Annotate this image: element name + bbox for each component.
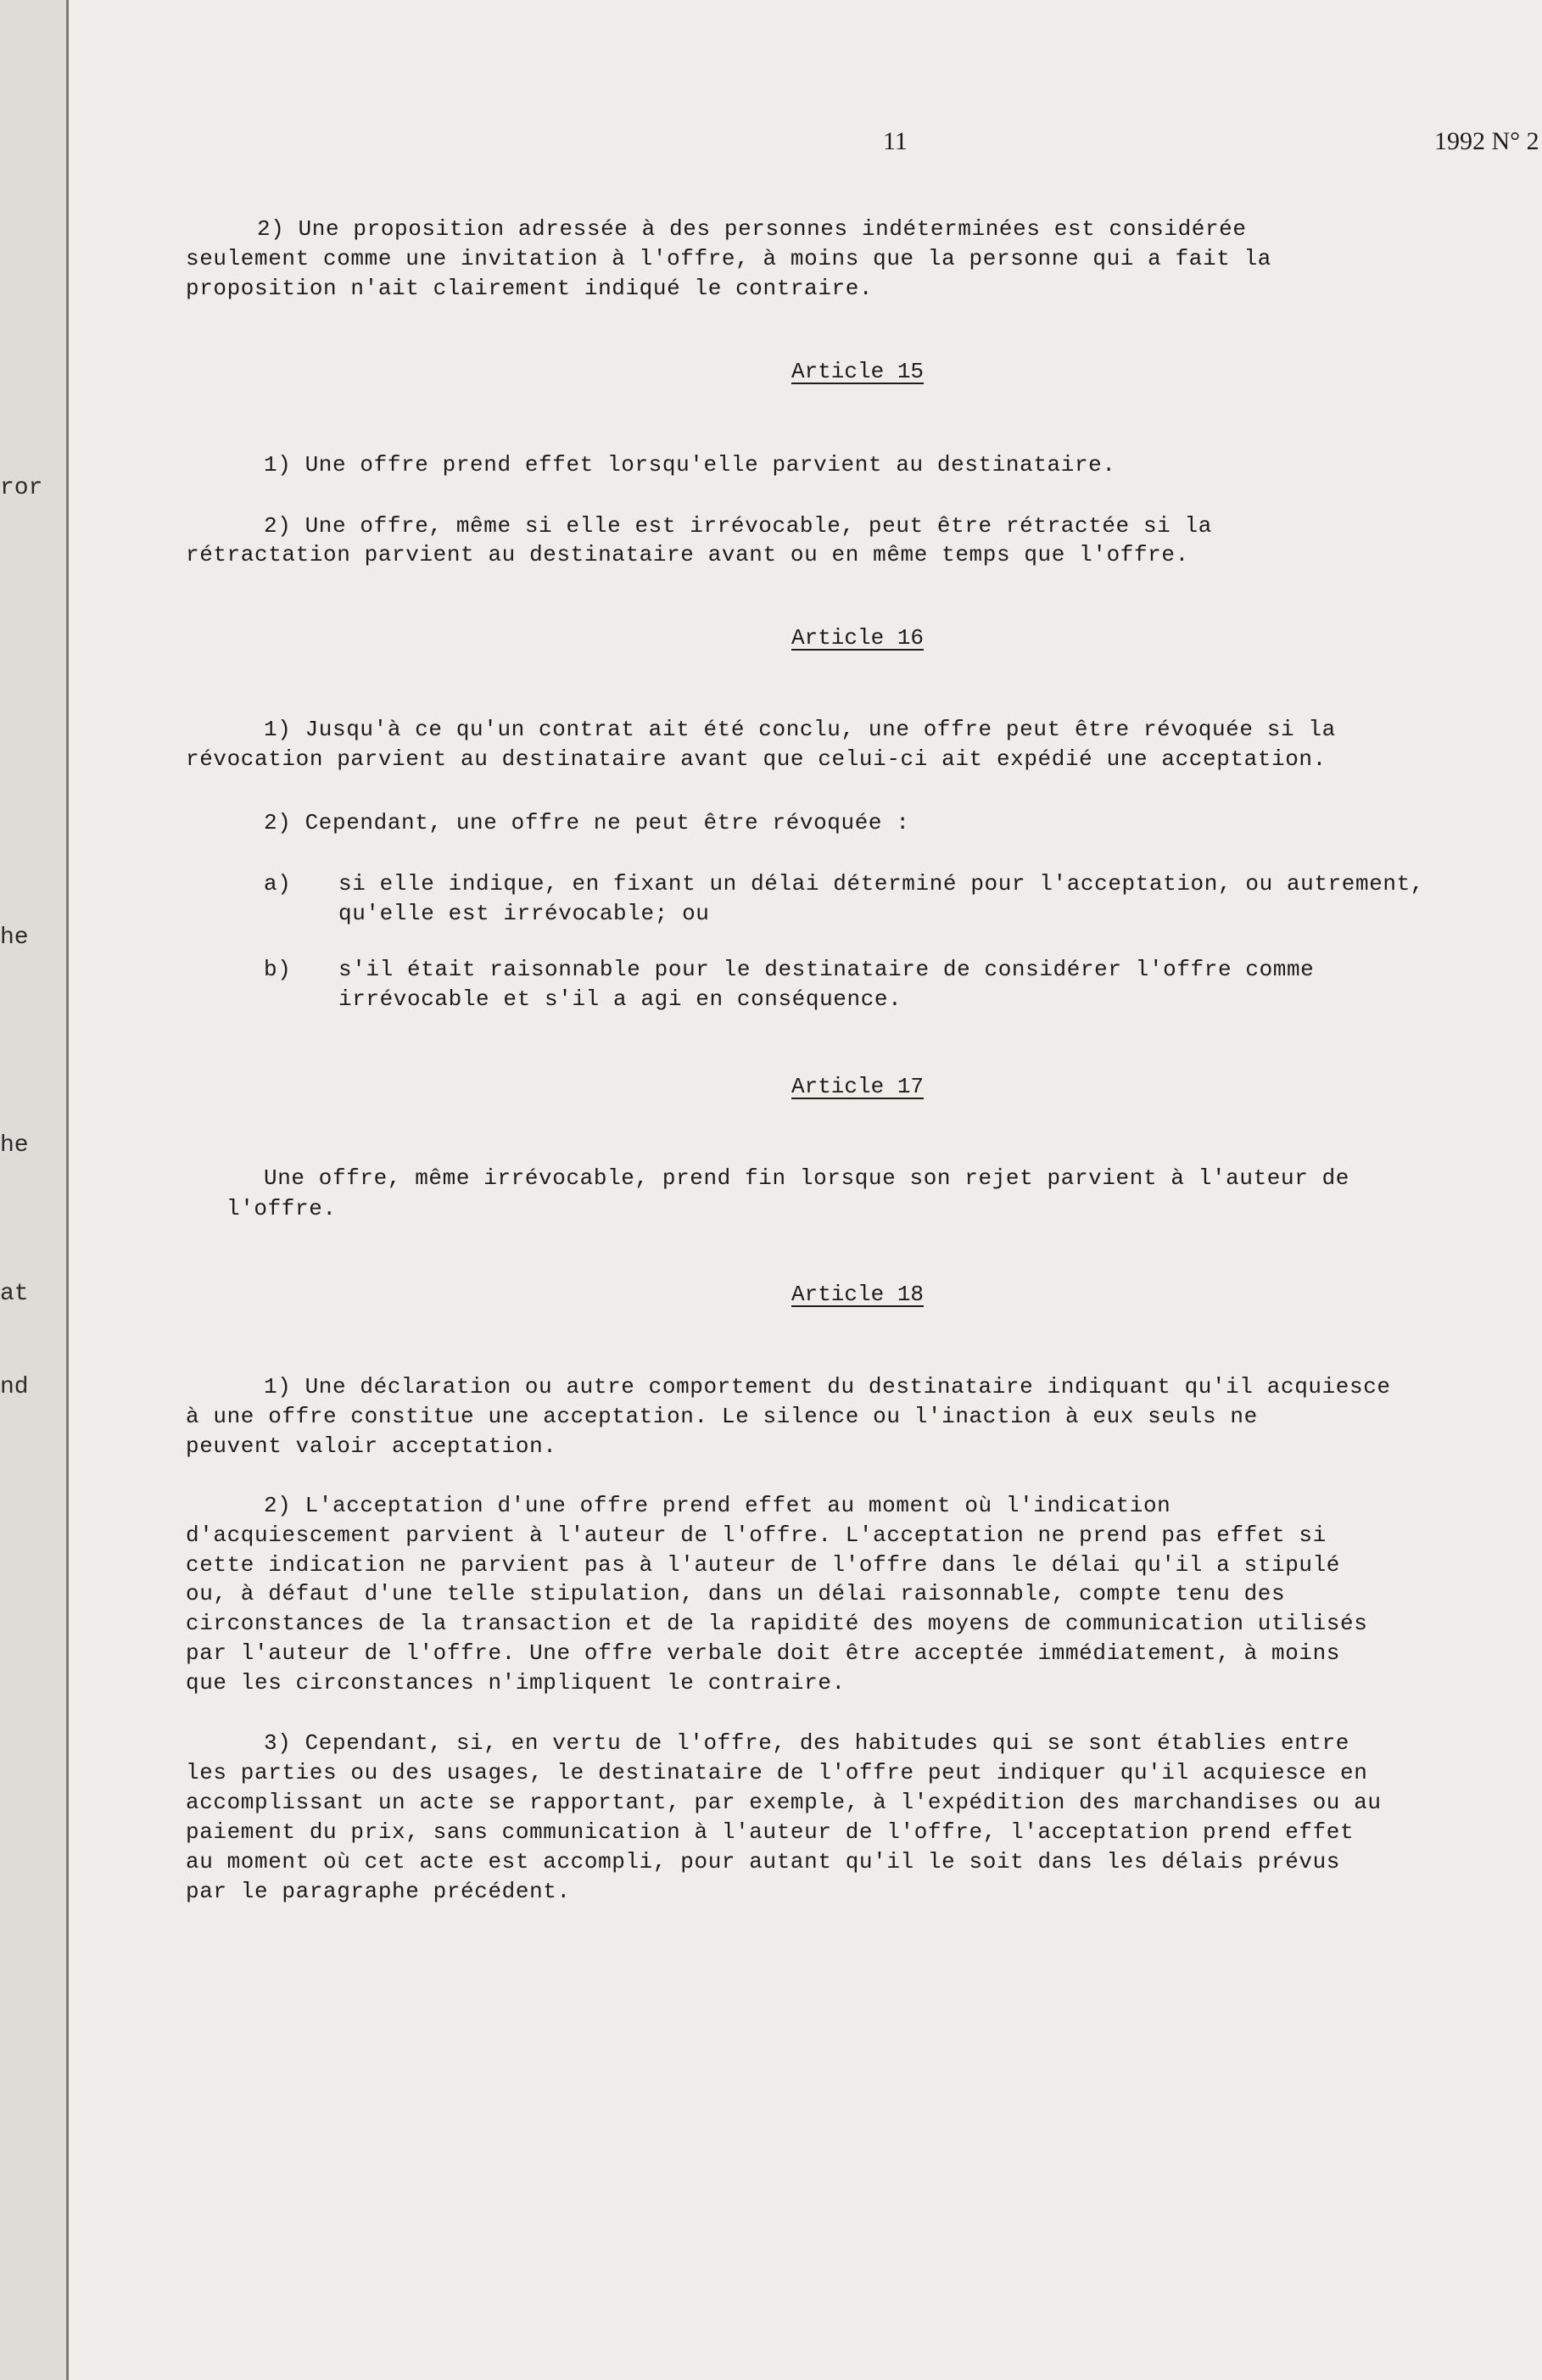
text-line: 2) Une proposition adressée à des personnes indéterminées est considérée [257,216,1247,242]
text-line: peuvent valoir acceptation. [186,1433,557,1459]
margin-fragment: at [0,1281,29,1307]
margin-fragment: he [0,925,29,951]
list-marker: b) [264,957,292,982]
text-line: par l'auteur de l'offre. Une offre verbale doit être acceptée immédiatement, à moins [186,1640,1341,1666]
article-heading: Article 16 [791,625,925,651]
text-line: 2) Cependant, une offre ne peut être révoquée : [264,810,910,835]
text-line: accomplissant un acte se rapportant, par exemple, à l'expédition des marchandises ou au [186,1790,1382,1815]
text-line: irrévocable et s'il a agi en conséquence. [338,986,902,1012]
text-line: proposition n'ait clairement indiqué le contraire. [186,276,874,301]
text-line: que les circonstances n'impliquent le contraire. [186,1670,846,1696]
previous-page-margin [0,0,68,2380]
text-line: l'offre. [226,1196,337,1221]
margin-fragment: ror [0,475,43,501]
text-line: au moment où cet acte est accompli, pour autant qu'il le soit dans les délais prévus [186,1849,1341,1874]
article-heading: Article 15 [791,359,925,384]
margin-fragment: he [0,1132,29,1159]
text-line: paiement du prix, sans communication à l'auteur de l'offre, l'acceptation prend effet [186,1819,1355,1845]
text-line: cette indication ne parvient pas à l'auteur de l'offre dans le délai qu'il a stipulé [186,1552,1341,1578]
text-line: d'acquiescement parvient à l'auteur de l'offre. L'acceptation ne prend pas effet si [186,1522,1327,1548]
issue-number: 1992 N° 2 [1434,127,1539,155]
article-heading: Article 17 [791,1074,925,1099]
text-line: rétractation parvient au destinataire avant ou en même temps que l'offre. [186,542,1189,567]
page-number: 11 [883,127,908,155]
text-line: 1) Jusqu'à ce qu'un contrat ait été conclu, une offre peut être révoquée si la [264,717,1336,742]
document-page [69,0,1542,2380]
text-line: ou, à défaut d'une telle stipulation, dans un délai raisonnable, compte tenu des [186,1581,1286,1606]
text-line: révocation parvient au destinataire avant que celui-ci ait expédié une acceptation. [186,746,1327,772]
text-line: si elle indique, en fixant un délai déterminé pour l'acceptation, ou autrement, [338,871,1424,897]
text-line: à une offre constitue une acceptation. Le silence ou l'inaction à eux seuls ne [186,1404,1258,1429]
text-line: circonstances de la transaction et de la rapidité des moyens de communication utilisés [186,1611,1368,1636]
text-line: 1) Une déclaration ou autre comportement du destinataire indiquant qu'il acquiesce [264,1374,1391,1400]
text-line: s'il était raisonnable pour le destinataire de considérer l'offre comme [338,957,1315,982]
text-line: 3) Cependant, si, en vertu de l'offre, des habitudes qui se sont établies entre [264,1730,1349,1756]
text-line: 2) L'acceptation d'une offre prend effet au moment où l'indication [264,1493,1171,1518]
text-line: 1) Une offre prend effet lorsqu'elle parvient au destinataire. [264,452,1116,478]
text-line: les parties ou des usages, le destinataire de l'offre peut indiquer qu'il acquiesce en [186,1760,1368,1785]
text-line: qu'elle est irrévocable; ou [338,901,710,926]
margin-fragment: nd [0,1374,29,1400]
list-marker: a) [264,871,292,897]
article-heading: Article 18 [791,1282,925,1307]
text-line: par le paragraphe précédent. [186,1879,571,1904]
text-line: seulement comme une invitation à l'offre, à moins que la personne qui a fait la [186,246,1271,271]
text-line: 2) Une offre, même si elle est irrévocable, peut être rétractée si la [264,513,1212,539]
text-line: Une offre, même irrévocable, prend fin lorsque son rejet parvient à l'auteur de [264,1165,1349,1191]
